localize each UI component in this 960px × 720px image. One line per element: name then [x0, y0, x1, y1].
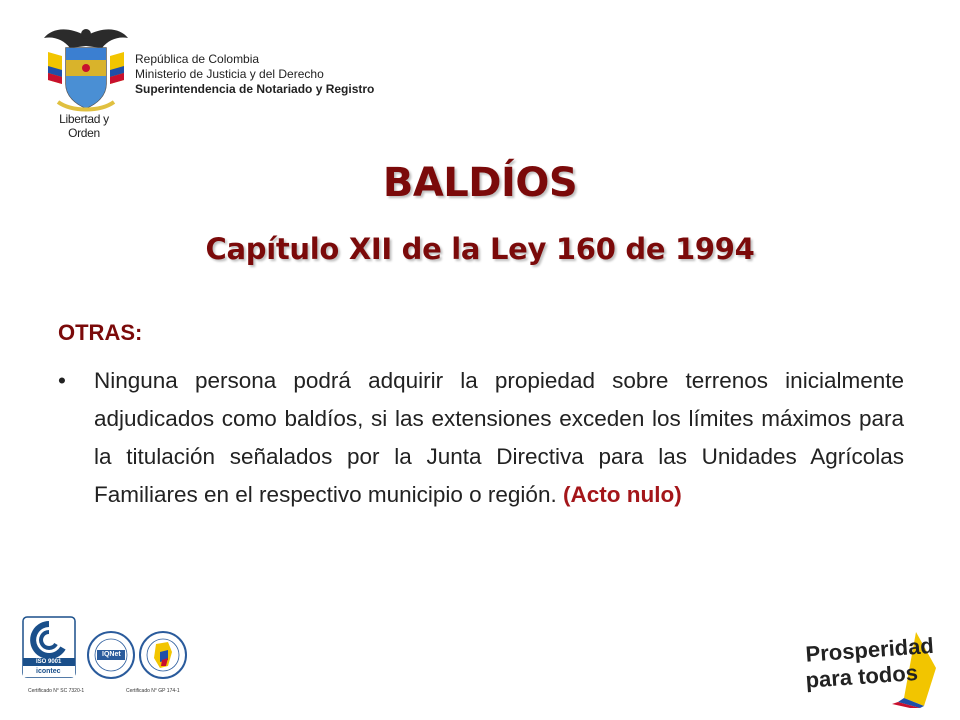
slide-subtitle: Capítulo XII de la Ley 160 de 1994 [205, 232, 755, 266]
prosperidad-line1: Prosperidad [804, 632, 935, 667]
iqnet-label: IQNet [102, 651, 121, 658]
icontec-brand: icontec [36, 668, 61, 675]
cert-number-right: Certificado N° GP 174-1 [126, 688, 180, 694]
iso-label: ISO 9001 [36, 659, 62, 665]
bullet-icon: • [58, 368, 66, 393]
header-line-ministry: Ministerio de Justicia y del Derecho [135, 67, 324, 81]
crest-motto: Libertad y Orden [59, 112, 109, 140]
prosperidad-line2: para todos [804, 659, 919, 693]
section-label: OTRAS: [58, 320, 143, 345]
institution-header [135, 52, 374, 97]
cert-number-left: Certificado N° SC 7320-1 [28, 688, 85, 694]
header-line-superintendence: Superintendencia de Notariado y Registro [135, 82, 375, 96]
prosperidad-para-todos-logo [800, 628, 940, 708]
slide-title: BALDÍOS [382, 160, 578, 206]
header-line-republic: República de Colombia [135, 52, 260, 66]
bullet-text: Ninguna persona podrá adquirir la propiedad sobre terrenos inicialmente adjudicados como baldíos, si las extensiones exceden los límites máximos para la titulación señalados por la Junta Directiva para las Unidades Agrícolas Familiares en el respectivo municipio o región. [94, 368, 904, 507]
iqnet-certification-logo [86, 630, 136, 680]
bullet-list [58, 362, 904, 514]
certification-logos [22, 616, 182, 700]
gp-certification-logo [138, 630, 188, 680]
list-item [58, 362, 904, 514]
bullet-emphasis: (Acto nulo) [562, 482, 682, 507]
icontec-certification-logo [22, 616, 76, 678]
